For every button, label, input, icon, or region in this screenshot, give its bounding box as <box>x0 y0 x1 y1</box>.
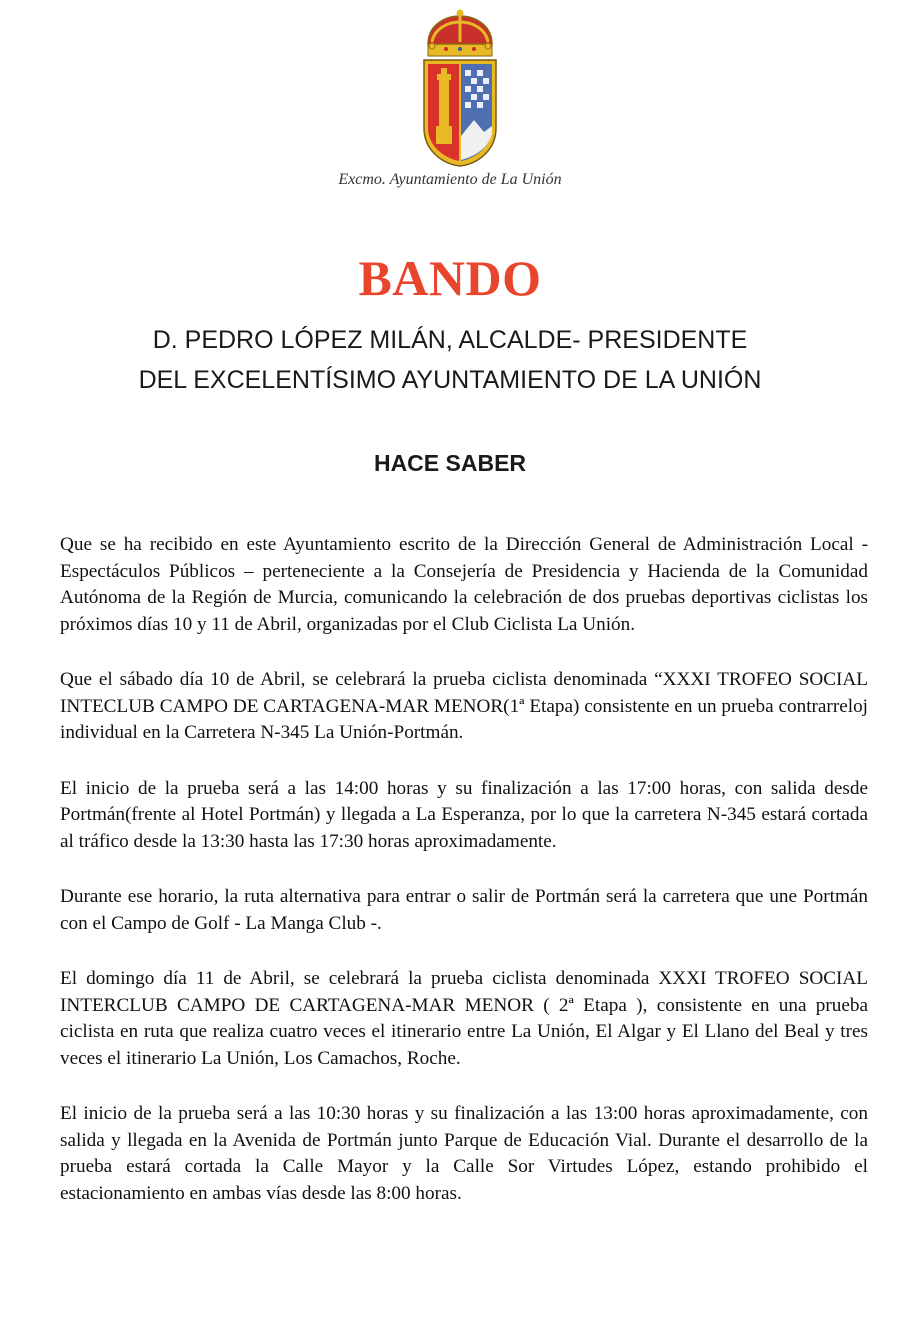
paragraph-6: El inicio de la prueba será a las 10:30 horas y su finalización a las 13:00 horas aproximadamente, con salida y llegada en la Avenida de Portmán junto Parque de Educación Vial. Durante el desarrollo de la prueba estará cortada la Calle Mayor y la Calle Sor Virtudes López, estando prohibido el estacionamiento en ambas vías desde las 8:00 horas. <box>60 1103 868 1204</box>
paragraph-1: Que se ha recibido en este Ayuntamiento escrito de la Dirección General de Administración Local - Espectáculos Públicos – perteneciente a la Consejería de Presidencia y Hacienda de la Comunidad Autónoma de la Región de Murcia, comunicando la celebración de dos pruebas deportivas ciclistas los próximos días 10 y 11 de Abril, organizadas por el Club Ciclista La Unión. <box>60 534 868 635</box>
paragraph-3: El inicio de la prueba será a las 14:00 horas y su finalización a las 17:00 horas, con salida desde Portmán(frente al Hotel Portmán) y llegada a La Esperanza, por lo que la carretera N-345 estará cortada al tráfico desde la 13:30 hasta las 17:30 horas aproximadamente. <box>60 777 868 852</box>
organization-name: Excmo. Ayuntamiento de La Unión <box>338 171 562 188</box>
paragraph-2: Que el sábado día 10 de Abril, se celebrará la prueba ciclista denominada “XXXI TROFEO SOCIAL INTECLUB CAMPO DE CARTAGENA-MAR MENOR(1ª Etapa) consistente en un prueba contrarreloj individual en la Carretera N-345 La Unión-Portmán. <box>60 669 868 743</box>
shield-icon <box>424 60 496 166</box>
subtitle-line-1: D. PEDRO LÓPEZ MILÁN, ALCALDE- PRESIDENTE <box>152 326 748 354</box>
coat-of-arms-icon <box>418 8 502 170</box>
document-body <box>60 532 868 1236</box>
page-title: BANDO <box>358 250 542 306</box>
crown-icon <box>428 10 492 57</box>
subtitle-line-2: DEL EXCELENTÍSIMO AYUNTAMIENTO DE LA UNIÓN <box>138 366 762 394</box>
paragraph-4: Durante ese horario, la ruta alternativa para entrar o salir de Portmán será la carretera que une Portmán con el Campo de Golf - La Manga Club -. <box>60 886 868 934</box>
paragraph-5: El domingo día 11 de Abril, se celebrará la prueba ciclista denominada XXXI TROFEO SOCIAL INTERCLUB CAMPO DE CARTAGENA-MAR MENOR ( 2ª Etapa ), consistente en una prueba ciclista en ruta que realiza cuatro veces el itinerario entre La Unión, El Algar y El Llano del Beal y tres veces el itinerario La Unión, Los Camachos, Roche. <box>60 968 868 1069</box>
section-heading: HACE SABER <box>373 450 527 476</box>
